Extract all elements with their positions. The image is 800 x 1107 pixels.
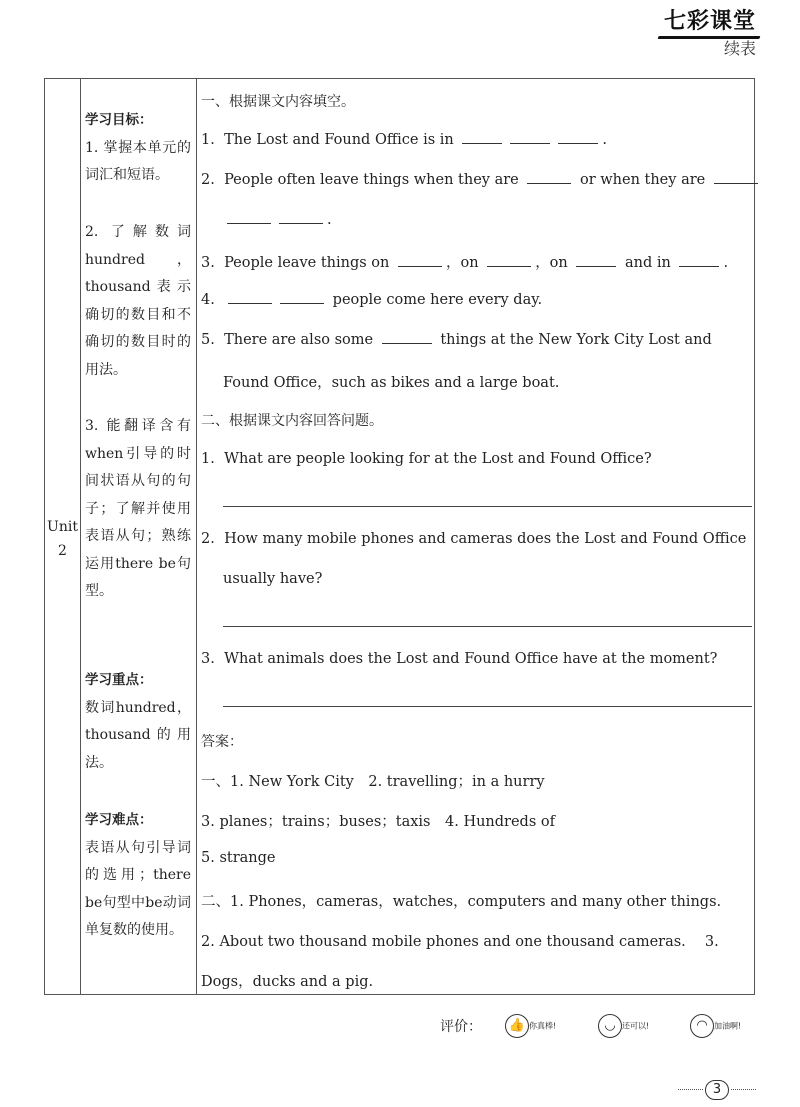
blank[interactable]	[280, 291, 324, 304]
goal-3: 3. 能翻译含有when引导的时间状语从句的句子；了解并使用表语从句；熟练运用there be句型。	[85, 418, 191, 599]
objectives-column	[80, 79, 197, 994]
part1-q2: 2. People often leave things when they are or when they are	[201, 171, 750, 188]
rating-label: 评价：	[440, 1019, 482, 1035]
answer-line[interactable]	[223, 626, 752, 627]
difficult-points: 学习难点： 表语从句引导词的选用；there be句型中be动词单复数的使用。	[85, 812, 191, 938]
brand-logo: 七彩课堂	[664, 4, 756, 35]
lesson-table	[44, 78, 755, 995]
answer-line[interactable]	[223, 706, 752, 707]
part2-q2: 2. How many mobile phones and cameras does the Lost and Found Office	[201, 531, 747, 547]
learning-goals	[85, 107, 191, 190]
answer-line-4: 二、1. Phones，cameras，watches，computers and many other things.	[201, 894, 722, 910]
part2-title: 二、根据课文内容回答问题。	[201, 413, 383, 429]
continued-label: 续表	[723, 39, 756, 58]
answer-line-2: 3. planes；trains；buses；taxis 4. Hundreds of	[201, 814, 555, 830]
key-points: 学习重点： 数词hundred，thousand的用法。	[85, 672, 191, 771]
blank[interactable]	[558, 131, 598, 144]
part1-q5-cont: Found Office，such as bikes and a large boat.	[223, 375, 560, 391]
answers-title: 答案：	[201, 734, 243, 750]
goal-2: 2. 了解数词hundred，thousand表示确切的数目和不确切的数目时的用法。	[85, 224, 191, 378]
blank[interactable]	[398, 254, 442, 267]
blank[interactable]	[228, 291, 272, 304]
rating-try[interactable]: ◠ 加油啊!	[690, 1014, 741, 1038]
part2-q1: 1. What are people looking for at the Lost and Found Office?	[201, 451, 652, 467]
part1-title: 一、根据课文内容填空。	[201, 94, 355, 110]
part1-q3: 3. People leave things on ，on ，on and in .	[201, 255, 729, 271]
answer-line-6: Dogs，ducks and a pig.	[201, 974, 374, 990]
part1-q2-cont: .	[223, 211, 750, 228]
page-number: 3	[705, 1080, 729, 1100]
blank[interactable]	[576, 254, 616, 267]
page-number-box	[678, 1080, 758, 1100]
goal-1: 1. 掌握本单元的词汇和短语。	[85, 139, 191, 183]
answer-line-3: 5. strange	[201, 850, 276, 866]
part2-q3: 3. What animals does the Lost and Found Office have at the moment?	[201, 651, 718, 667]
blank[interactable]	[227, 211, 271, 224]
blank[interactable]	[679, 254, 719, 267]
unit-label: Unit 2	[47, 519, 78, 559]
rating-good[interactable]: 👍 你真棒!	[505, 1014, 556, 1038]
goal-title: 学习目标：	[85, 112, 153, 128]
exercise-column	[196, 79, 754, 994]
answer-line-5: 2. About two thousand mobile phones and one thousand cameras. 3.	[201, 934, 719, 950]
unit-column	[45, 79, 81, 994]
blank[interactable]	[527, 171, 571, 184]
rating-ok[interactable]: ◡ 还可以!	[598, 1014, 649, 1038]
part1-q5: 5. There are also some things at the New York City Lost and	[201, 332, 712, 348]
thumbs-up-icon: 👍	[505, 1014, 529, 1038]
blank[interactable]	[279, 211, 323, 224]
blank[interactable]	[382, 331, 432, 344]
blank[interactable]	[462, 131, 502, 144]
part1-q4: 4. people come here every day.	[201, 292, 543, 308]
blank[interactable]	[714, 171, 758, 184]
frown-face-icon: ◠	[690, 1014, 714, 1038]
part2-q2-cont: usually have?	[223, 571, 323, 587]
smile-face-icon: ◡	[598, 1014, 622, 1038]
answer-line[interactable]	[223, 506, 752, 507]
blank[interactable]	[487, 254, 531, 267]
answer-line-1: 一、1. New York City 2. travelling；in a hurry	[201, 774, 545, 790]
blank[interactable]	[510, 131, 550, 144]
part1-q1: 1. The Lost and Found Office is in .	[201, 132, 607, 148]
